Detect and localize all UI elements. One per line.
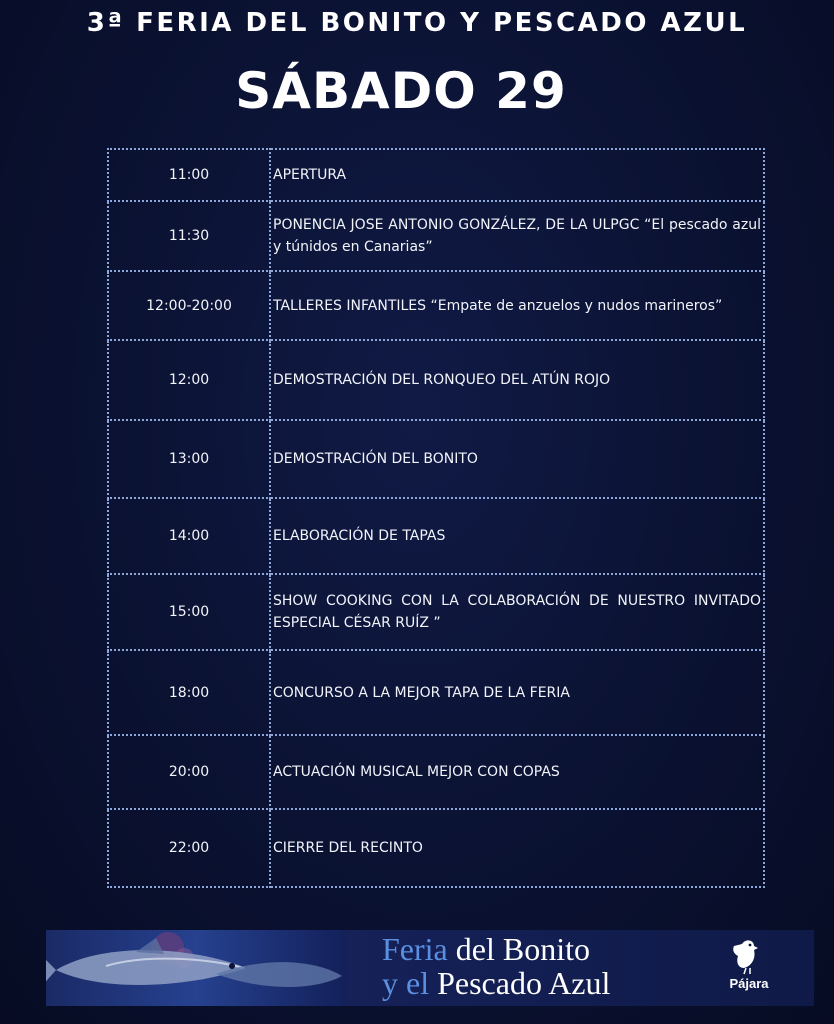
- schedule-event: CONCURSO A LA MEJOR TAPA DE LA FERIA: [270, 650, 764, 735]
- schedule-time: 11:30: [108, 201, 270, 271]
- schedule-row: [108, 735, 764, 809]
- banner-line-2-rest: Pescado Azul: [429, 965, 611, 1001]
- schedule-event: SHOW COOKING CON LA COLABORACIÓN DE NUESTRO INVITADO ESPECIAL CÉSAR RUÍZ ”: [270, 574, 764, 650]
- schedule-time: 18:00: [108, 650, 270, 735]
- banner-line-1-accent: Feria: [382, 931, 448, 967]
- schedule-row: [108, 149, 764, 201]
- day-title: SÁBADO 29: [235, 62, 567, 120]
- schedule-event: ACTUACIÓN MUSICAL MEJOR CON COPAS: [270, 735, 764, 809]
- schedule-time: 12:00-20:00: [108, 271, 270, 340]
- banner-title: [382, 932, 742, 1000]
- schedule-time: 12:00: [108, 340, 270, 420]
- schedule-event: PONENCIA JOSE ANTONIO GONZÁLEZ, DE LA ULPGC “El pescado azul y túnidos en Canarias”: [270, 201, 764, 271]
- schedule-time: 15:00: [108, 574, 270, 650]
- event-title: 3ª FERIA DEL BONITO Y PESCADO AZUL: [86, 8, 748, 38]
- schedule-event: DEMOSTRACIÓN DEL RONQUEO DEL ATÚN ROJO: [270, 340, 764, 420]
- pajara-logo: [728, 938, 788, 1002]
- schedule-row: [108, 420, 764, 498]
- bird-icon: [728, 938, 770, 976]
- schedule-time: 13:00: [108, 420, 270, 498]
- footer-banner: [46, 930, 814, 1006]
- schedule-event: TALLERES INFANTILES “Empate de anzuelos y nudos marineros”: [270, 271, 764, 340]
- banner-line-1: [382, 932, 742, 966]
- schedule-row: [108, 650, 764, 735]
- logo-label: Pájara: [729, 976, 769, 991]
- schedule-event: DEMOSTRACIÓN DEL BONITO: [270, 420, 764, 498]
- schedule-row: [108, 574, 764, 650]
- schedule-event: APERTURA: [270, 149, 764, 201]
- schedule-time: 22:00: [108, 809, 270, 887]
- schedule-time: 14:00: [108, 498, 270, 574]
- schedule-row: [108, 498, 764, 574]
- schedule-table: [107, 148, 765, 888]
- tuna-fish-illustration: [46, 930, 346, 1006]
- schedule-time: 11:00: [108, 149, 270, 201]
- banner-line-1-rest: del Bonito: [447, 931, 590, 967]
- schedule-event: ELABORACIÓN DE TAPAS: [270, 498, 764, 574]
- schedule-event: CIERRE DEL RECINTO: [270, 809, 764, 887]
- schedule-row: [108, 340, 764, 420]
- schedule-row: [108, 201, 764, 271]
- banner-line-2: [382, 966, 742, 1000]
- schedule-time: 20:00: [108, 735, 270, 809]
- schedule-row: [108, 271, 764, 340]
- banner-line-2-accent: y el: [382, 965, 430, 1001]
- schedule-row: [108, 809, 764, 887]
